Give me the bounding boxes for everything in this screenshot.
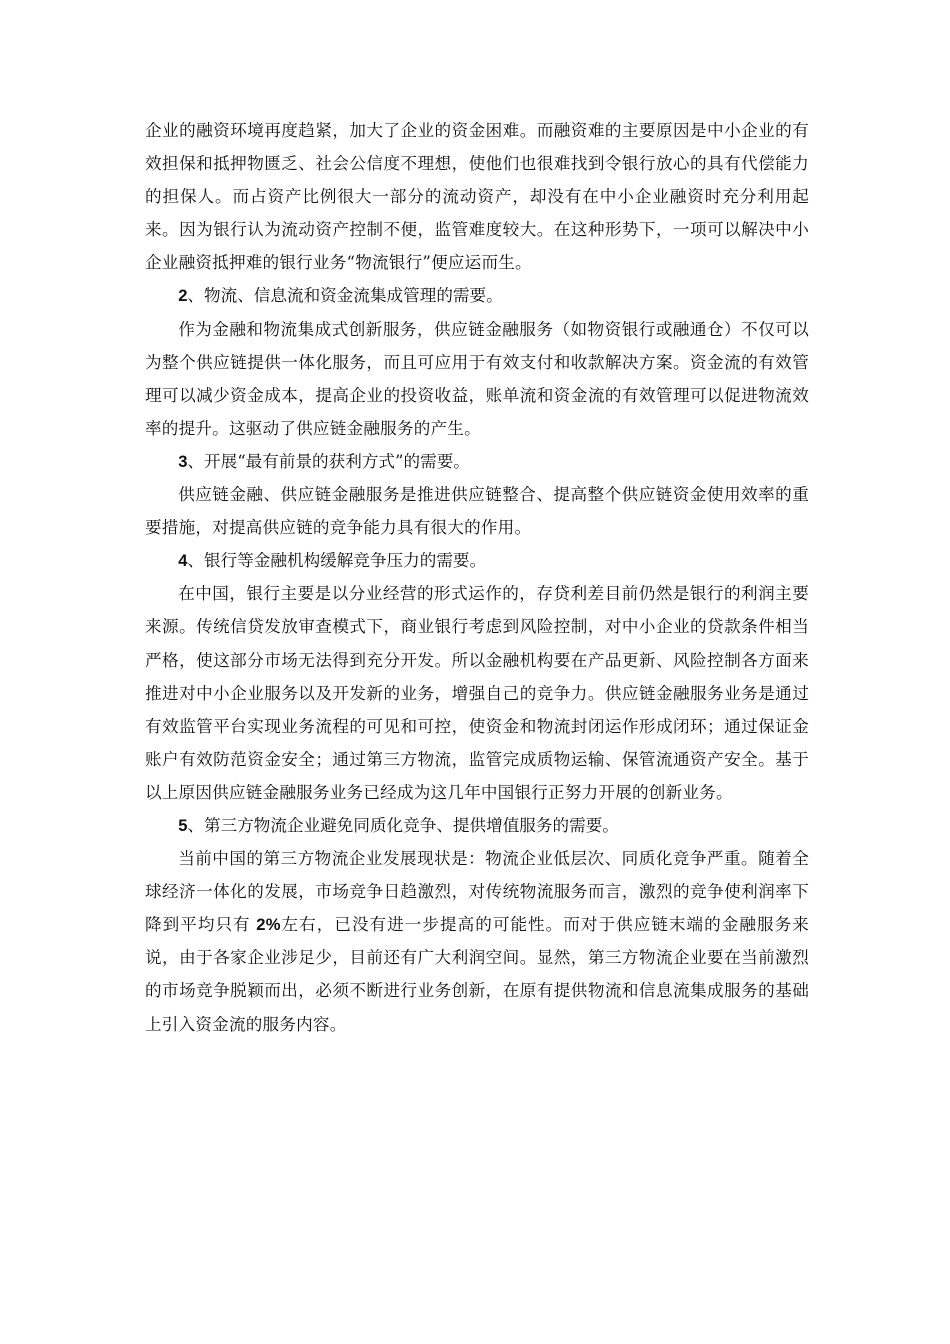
heading-text: 、物流、信息流和资金流集成管理的需要。	[187, 286, 503, 306]
paragraph-integrated-management: 作为金融和物流集成式创新服务，供应链金融服务（如物资银行或融通仓）不仅可以为整个供应链提供一体化服务，而且可应用于有效支付和收款解决方案。资金流的有效管理可以减少资金成本，提高企业的投资收益，账单流和资金流的有效管理可以促进物流效率的提升。这驱动了供应链金融服务的产生。	[145, 319, 809, 438]
paragraph-bank-competition: 在中国，银行主要是以分业经营的形式运作的，存贷利差目前仍然是银行的利润主要来源。传统信贷发放审查模式下，商业银行考虑到风险控制，对中小企业的贷款条件相当严格，使这部分市场无法得到充分开发。所以金融机构要在产品更新、风险控制各方面来推进对中小企业服务以及开发新的业务，增强自己的竞争力。供应链金融服务业务是通过有效监管平台实现业务流程的可见和可控，使资金和物流封闭运作形成闭环；通过保证金账户有效防范资金安全；通过第三方物流，监管完成质物运输、保管流通资产安全。基于以上原因供应链金融服务业务已经成为这几年中国银行正努力开展的创新业务。	[145, 584, 809, 802]
paragraph-third-party-logistics	[145, 842, 809, 1041]
document-body	[145, 114, 809, 1041]
paragraph-text-part-a: 当前中国的第三方物流企业发展现状是：物流企业低层次、同质化竞争严重。随着全球经济一体化的发展，市场竞争日趋激烈，对传统物流服务而言，激烈的竞争使利润率下降到平均只有	[145, 849, 809, 935]
heading-text: 、第三方物流企业避免同质化竞争、提供增值服务的需要。	[187, 815, 619, 835]
heading-item-2	[145, 279, 809, 312]
heading-text: 、银行等金融机构缓解竞争压力的需要。	[187, 551, 487, 571]
heading-item-3	[145, 445, 809, 478]
heading-number: 5	[178, 815, 188, 835]
heading-number: 4	[178, 551, 188, 571]
profit-rate-value: 2%	[250, 915, 281, 935]
paragraph-financing-difficulty: 企业的融资环境再度趋紧，加大了企业的资金困难。而融资难的主要原因是中小企业的有效担保和抵押物匮乏、社会公信度不理想，使他们也很难找到令银行放心的具有代偿能力的担保人。而占资产比例很大一部分的流动资产，却没有在中小企业融资时充分利用起来。因为银行认为流动资产控制不便，监管难度较大。在这种形势下，一项可以解决中小企业融资抵押难的银行业务“物流银行”便应运而生。	[145, 121, 809, 273]
heading-item-4	[145, 544, 809, 577]
paragraph-text-part-b: 左右，已没有进一步提高的可能性。而对于供应链末端的金融服务来说，由于各家企业涉足少，目前还有广大利润空间。显然，第三方物流企业要在当前激烈的市场竞争脱颖而出，必须不断进行业务创新，在原有提供物流和信息流集成服务的基础上引入资金流的服务内容。	[145, 915, 809, 1034]
heading-item-5	[145, 809, 809, 842]
heading-text: 、开展“最有前景的获利方式”的需要。	[187, 451, 470, 471]
heading-number: 2	[178, 286, 188, 306]
heading-number: 3	[178, 451, 188, 471]
paragraph-profit-approach: 供应链金融、供应链金融服务是推进供应链整合、提高整个供应链资金使用效率的重要措施，对提高供应链的竞争能力具有很大的作用。	[145, 485, 809, 538]
